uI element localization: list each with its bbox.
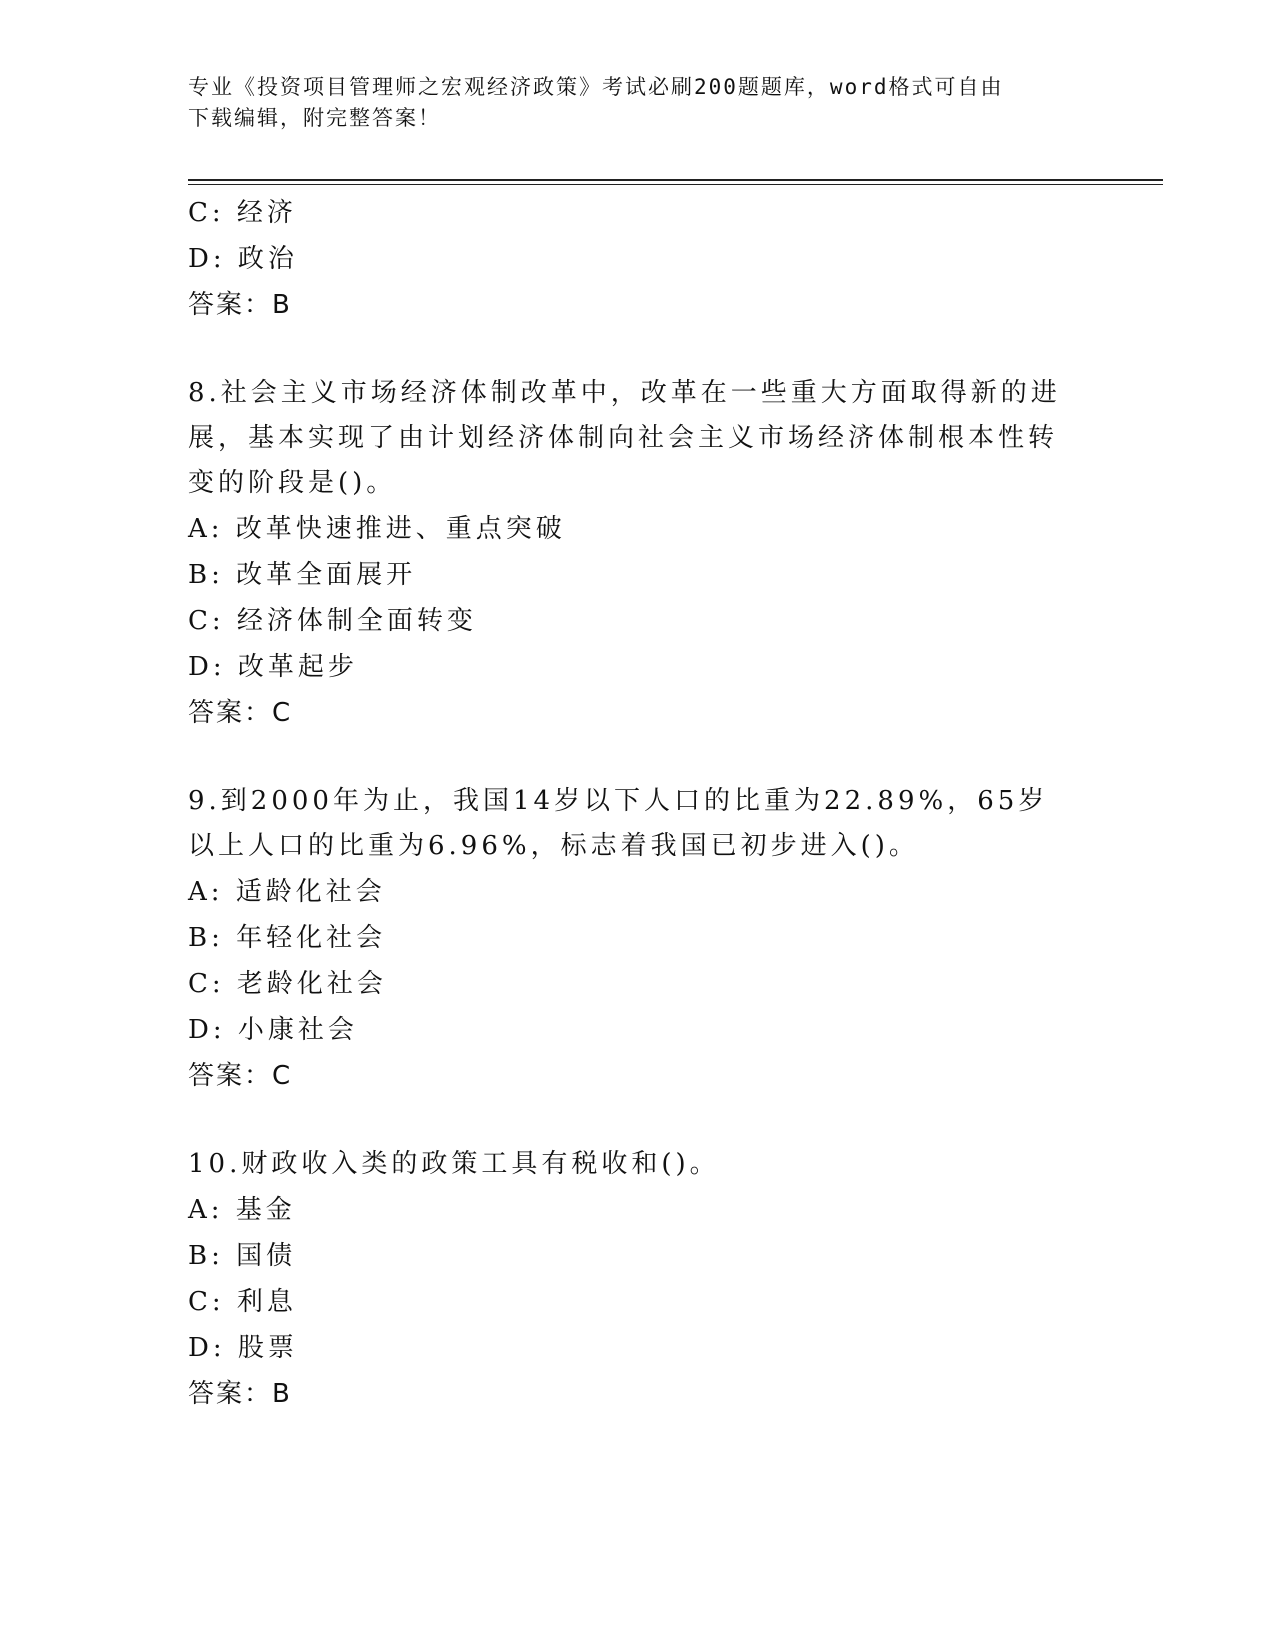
header-line-2: 下载编辑，附完整答案！: [188, 106, 441, 130]
option-d: D: 小康社会: [188, 1015, 358, 1045]
header-divider-thick: [188, 179, 1163, 181]
question-7-tail: [188, 190, 1088, 328]
question-text: 8.社会主义市场经济体制改革中，改革在一些重大方面取得新的进展，基本实现了由计划经济体制向社会主义市场经济体制根本性转变的阶段是()。: [188, 378, 1061, 498]
question-list: [188, 190, 1088, 1417]
question-10: [188, 1142, 1088, 1417]
option-b: B: 年轻化社会: [188, 923, 387, 953]
option-b: B: 国债: [188, 1241, 297, 1271]
question-text: 10.财政收入类的政策工具有税收和()。: [188, 1149, 720, 1179]
option-c: C: 经济体制全面转变: [188, 606, 477, 636]
question-8: [188, 371, 1088, 736]
option-c: C: 老龄化社会: [188, 969, 387, 999]
answer: 答案：C: [188, 698, 293, 728]
option-d: D: 政治: [188, 244, 298, 274]
option-d: D: 股票: [188, 1333, 298, 1363]
option-c: C: 经济: [188, 198, 297, 228]
answer: 答案：B: [188, 290, 292, 320]
option-d: D: 改革起步: [188, 652, 358, 682]
question-text: 9.到2000年为止，我国14岁以下人口的比重为22.89%，65岁以上人口的比重为6.96%，标志着我国已初步进入()。: [188, 786, 1049, 861]
option-c: C: 利息: [188, 1287, 297, 1317]
option-a: A: 改革快速推进、重点突破: [188, 514, 566, 544]
option-a: A: 适龄化社会: [188, 877, 386, 907]
option-b: B: 改革全面展开: [188, 560, 417, 590]
answer: 答案：C: [188, 1061, 293, 1091]
header-divider-thin: [188, 184, 1163, 185]
document-header: [188, 72, 1088, 134]
header-line-1: 专业《投资项目管理师之宏观经济政策》考试必刷200题题库，word格式可自由: [188, 75, 1004, 99]
question-9: [188, 779, 1088, 1099]
answer: 答案：B: [188, 1379, 292, 1409]
option-a: A: 基金: [188, 1195, 296, 1225]
